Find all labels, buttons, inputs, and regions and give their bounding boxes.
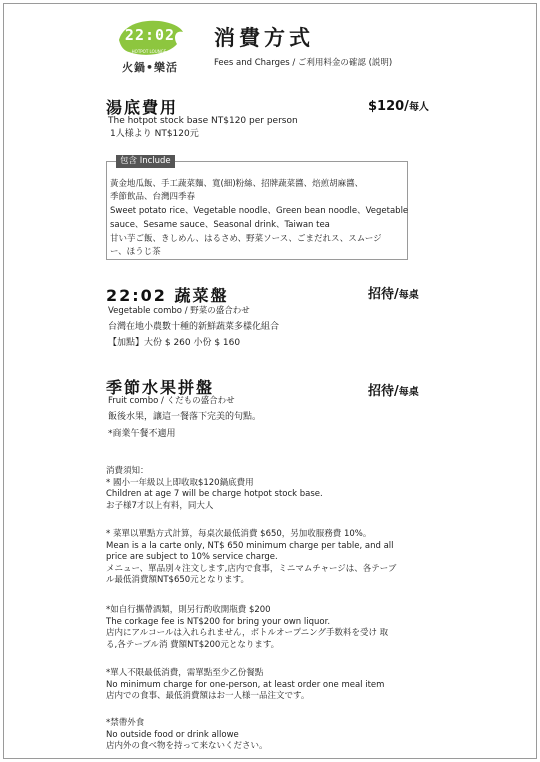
hotpot-base-price-unit: 每人 <box>408 102 429 113</box>
fruit-combo-title: 季節水果拼盤 <box>106 378 215 397</box>
notes-block <box>106 466 323 512</box>
note-line: *如自行攜帶酒類，則另行酌收開瓶費 $200 <box>106 605 271 615</box>
note-line: 店内外の食べ物を持って来ないください。 <box>106 741 268 752</box>
note-line: 店内での食事、最低消費額はお一人様一品注文です。 <box>106 691 310 702</box>
veg-combo-price-value: 招待/ <box>368 287 399 302</box>
logo-name: 火鍋•樂活 <box>121 61 179 74</box>
include-line: 季節飲品、台灣四季春 <box>110 192 196 202</box>
hotpot-base-title: 湯底費用 <box>106 98 179 117</box>
note-line: る,各テーブル消 費額NT$200元となります。 <box>106 639 280 650</box>
notes-block <box>106 529 396 587</box>
hotpot-base-line: The hotpot stock base NT$120 per person <box>108 116 298 126</box>
note-line: Children at age 7 will be charge hotpot stock base. <box>106 489 323 500</box>
page-subtitle: Fees and Charges / ご利用料金の確認 (説明) <box>214 58 393 68</box>
note-line: price are subject to 10% service charge. <box>106 552 278 563</box>
note-line: No minimum charge for one-person, at least order one meal item <box>106 679 385 690</box>
note-line: お子様7才以上有料，同大人 <box>106 500 214 511</box>
note-line: Mean is a la carte only, NT$ 650 minimum charge per table, and all <box>106 540 394 551</box>
note-line: No outside food or drink allowe <box>106 729 239 740</box>
veg-combo-price <box>368 283 419 302</box>
hotpot-base-price-value: $120/ <box>368 99 409 114</box>
note-line: *單人不限最低消費，需單點至少乙份餐點 <box>106 668 264 678</box>
veg-combo-title: 22:02 蔬菜盤 <box>106 286 229 305</box>
note-line: メニュー、單品別々注文します,店内で食事，ミニマムチャージは、各テーブ <box>106 563 397 574</box>
notes-block <box>106 605 388 651</box>
logo-subtext: HOTPOT LOUNGE <box>131 49 167 54</box>
hotpot-base-price <box>368 98 429 114</box>
fruit-combo-line: 飯後水果，讓這一餐落下完美的句點。 <box>108 412 262 422</box>
note-line: 消費須知： <box>106 466 149 476</box>
fruit-combo-price <box>368 380 419 399</box>
logo-time: 22:02 <box>124 26 176 44</box>
fruit-combo-line: *商業午餐不適用 <box>108 429 176 439</box>
note-line: 店内にアルコールは入れられません，ボトルオープニング手数料を受け 取 <box>106 628 389 639</box>
hotpot-base-line: 1人様より NT$120元 <box>110 129 199 139</box>
include-line: ー、ほうじ茶 <box>110 247 161 257</box>
veg-combo-line: Vegetable combo / 野菜の盛合わせ <box>108 306 250 316</box>
include-line: 黃金地瓜飯、手工蔬菜麵、寬(細)粉絲、招牌蔬菜醬、焙煎胡麻醬、 <box>110 179 364 189</box>
fruit-combo-price-value: 招待/ <box>368 384 399 399</box>
veg-combo-line: 台灣在地小農數十種的新鮮蔬菜多樣化組合 <box>108 322 280 332</box>
note-line: ル最低消費額NT$650元となります。 <box>106 575 250 586</box>
include-tag: 包含 Include <box>116 155 175 168</box>
veg-combo-price-unit: 每桌 <box>398 290 419 301</box>
veg-combo-line: 【加點】大份 $ 260 小份 $ 160 <box>108 338 241 348</box>
notes-block <box>106 718 268 753</box>
notes-block <box>106 668 384 703</box>
logo <box>105 18 190 78</box>
note-line: *禁帶外食 <box>106 718 145 728</box>
page-title: 消費方式 <box>214 26 314 50</box>
note-line: * 國小一年級以上即收取$120鍋底費用 <box>106 477 254 488</box>
note-line: The corkage fee is NT$200 for bring your own liquor. <box>106 616 331 627</box>
fruit-combo-price-unit: 每桌 <box>398 387 419 398</box>
include-line: Sweet potato rice、Vegetable noodle、Green bean noodle、Vegetable <box>110 206 409 216</box>
note-line: * 菜單以單點方式計算，每桌次最低消費 $650，另加收服務費 10%。 <box>106 529 372 539</box>
fruit-combo-line: Fruit combo / くだもの盛合わせ <box>108 396 235 406</box>
include-line: sauce、Sesame sauce、Seasonal drink、Taiwan tea <box>110 220 330 230</box>
include-line: 甘い芋ご飯、きしめん、はるさめ、野菜ソース、ごまだれス、スムージ <box>110 234 382 244</box>
